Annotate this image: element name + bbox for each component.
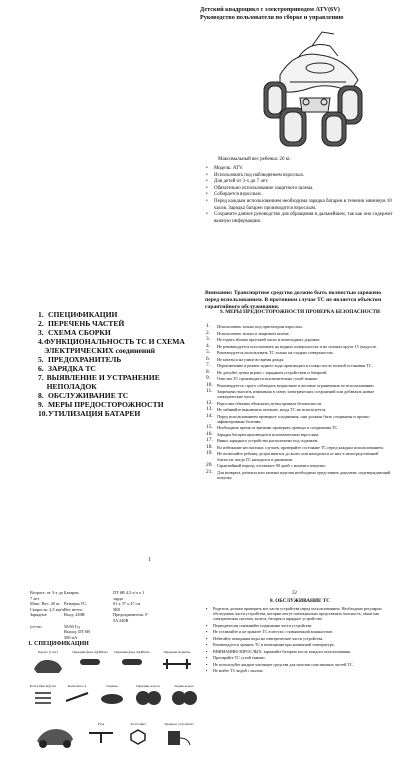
part-label: Руль	[97, 722, 105, 726]
spec-row	[30, 590, 200, 601]
safety-number: 16.	[206, 430, 213, 437]
safety-item	[206, 414, 396, 424]
part-headlight	[72, 651, 108, 671]
document-title	[200, 6, 395, 21]
specifications-table	[30, 590, 200, 640]
spec-cell: Размеры ТС:	[64, 601, 88, 607]
nut-icon	[126, 727, 150, 745]
safety-number: 14.	[206, 412, 213, 419]
safety-item	[206, 350, 396, 355]
toc-number: 7.	[38, 373, 44, 382]
spec-cell: 50/60 Гц	[64, 623, 80, 629]
maintenance-heading: 8. ОБСЛУЖИВАНИЕ ТС	[270, 598, 330, 604]
part-label: Передняя фара 4(4)Ветка	[72, 650, 108, 654]
spec-cell: Вес нетто:	[64, 606, 84, 612]
atv-illustration	[250, 20, 370, 150]
toc-item[interactable]	[38, 328, 198, 337]
toc-label: ОБСЛУЖИВАНИЕ ТС	[48, 391, 129, 400]
toc-number: 6.	[38, 364, 44, 373]
toc-item[interactable]	[38, 391, 198, 400]
safety-item	[206, 407, 396, 412]
safety-item	[206, 451, 396, 461]
part-rear-wheels	[168, 685, 200, 709]
toc-label: СХЕМА СБОРКИ	[48, 328, 111, 337]
part-bolt-nut	[122, 723, 154, 747]
part-handlebar	[84, 723, 118, 747]
spec-cell: Зарядное	[30, 612, 47, 618]
spec-row	[30, 635, 200, 641]
toc-number: 5.	[38, 355, 44, 364]
safety-item	[206, 470, 396, 480]
part-axle	[62, 685, 92, 707]
handlebar-icon	[86, 727, 116, 745]
seat-icon	[98, 689, 126, 707]
toc-label: СПЕЦИФИКАЦИИ	[48, 310, 118, 319]
maintenance-item: ▪ Не используйте жидкие чистящие средства для очистки пластиковых частей ТС.	[205, 662, 395, 667]
part-label: Колёсная ось	[67, 684, 87, 688]
charge-warning: Внимание: Транспортное средство должно быть полностью заряжено перед использованием. В противном случае ТС не является объектом гарантийного обслуживания.	[205, 290, 382, 310]
safety-item	[206, 337, 396, 342]
safety-text: Переключение в режим заднего хода производится только после полной остановки ТС.	[217, 363, 373, 368]
safety-text: Не забывайте выключить питание, когда ТС не используется.	[217, 407, 327, 413]
safety-item	[206, 370, 396, 375]
safety-list	[206, 324, 396, 481]
safety-text: Очистка ТС производится исключительно сухой тканью.	[217, 376, 319, 381]
safety-number: 17.	[206, 437, 213, 444]
spec-cell	[30, 635, 64, 641]
toc-number: 4.	[38, 337, 44, 346]
toc-item[interactable]	[38, 319, 198, 328]
safety-item	[206, 363, 396, 368]
part-bolts	[28, 685, 58, 709]
chassis-icon	[33, 723, 77, 749]
spec-row	[30, 612, 200, 623]
safety-item	[206, 438, 396, 443]
safety-number: 18.	[206, 443, 213, 450]
safety-text: Зарядка батареи производится исключительно взрослым.	[217, 431, 320, 437]
safety-number: 10.	[206, 381, 213, 388]
toc-label: ПЕРЕЧЕНЬ ЧАСТЕЙ	[48, 319, 125, 328]
axle-icon	[64, 689, 90, 705]
usage-note: • Обязательно использование защитного шлема.	[205, 186, 395, 193]
safety-number: 21.	[206, 468, 213, 475]
spec-cell: Выход: DT 6В	[64, 629, 90, 635]
safety-number: 15.	[206, 424, 213, 431]
part-label: Передние колеса	[136, 684, 160, 688]
spec-cell	[113, 635, 149, 641]
safety-number: 5.	[206, 349, 211, 355]
part-label: Передняя подвеска	[163, 650, 191, 654]
part-label: Корпус (1 шт.)	[37, 650, 59, 654]
safety-text: Рекомендуется строго соблюдать возрастные и весовые ограничения по использованию.	[217, 382, 375, 388]
maintenance-item: ▪ Не оставляйте и не храните ТС в местах с повышенной влажностью.	[205, 629, 395, 634]
spec-cell: 61 x 37 x 47 см	[113, 601, 141, 607]
spec-cell: уст-во	[30, 623, 42, 629]
safety-item	[206, 324, 396, 329]
usage-note: • Перед каждым использованием необходима зарядка батареи в течении минимум 10 часов. Зарядка батареи производится взрослым.	[205, 199, 395, 212]
spec-cell: DT 6В 4,5 ч/ч x 1 зарда	[113, 590, 145, 601]
toc-number: 2.	[38, 319, 44, 328]
max-weight-note: Максимальный вес ребенка: 20 кг.	[218, 157, 291, 162]
part-label: Сиденье	[106, 684, 118, 688]
usage-note: • Сохраните данное руководство для обращения в дальнейшем, так как оно содержит важную информацию.	[205, 212, 395, 225]
part-label: Задние колеса	[174, 684, 194, 688]
safety-number: 11.	[206, 388, 213, 394]
safety-number: 6.	[206, 355, 211, 362]
safety-text: Гарантийный период составляет 90 дней с момента покупки.	[217, 463, 326, 469]
spec-cell: Возраст: от 3-х до 7 лет	[30, 590, 64, 601]
spec-cell: Предохранитель: F 5A 240В	[113, 612, 148, 623]
part-headlight-2	[114, 651, 150, 671]
part-label: Болт/гайка 4(4) шт	[29, 684, 57, 688]
safety-number: 3.	[206, 336, 211, 342]
safety-text: Использовать только под присмотром взрослых.	[217, 324, 304, 329]
safety-number: 9.	[206, 375, 211, 381]
safety-number: 1.	[206, 323, 211, 329]
maintenance-item: ▪ Рекомендуется хранить ТС в помещении при комнатной температуре.	[205, 642, 395, 647]
part-charger	[158, 723, 200, 751]
safety-text: Не позволяйте ребенку дотрагиваться до колес или находиться от них в непосредственной близости, когда ТС находится в движении.	[217, 451, 379, 462]
part-chassis	[30, 723, 80, 751]
toc-label: ПРЕДОХРАНИТЕЛЬ	[48, 355, 122, 364]
usage-note: • Для детей от 3-х до 7 лет.	[205, 179, 395, 186]
title-line-2: Руководство пользователя по сборке и управлению	[200, 13, 344, 21]
safety-number: 19.	[206, 450, 213, 457]
spec-cell: Макс. Вес: 20 кг	[30, 601, 61, 607]
safety-item	[206, 376, 396, 381]
maintenance-item: ▪ Протирайте ТС сухой тканью.	[205, 655, 395, 660]
safety-item	[206, 463, 396, 468]
safety-item	[206, 401, 396, 406]
toc-item[interactable]	[38, 373, 188, 391]
bolt-icon	[31, 689, 55, 707]
safety-item	[206, 344, 396, 349]
part-front-suspension	[156, 651, 198, 675]
maintenance-item: ▪ Избегайте попадания воды на электрические части устройства.	[205, 636, 395, 641]
safety-item	[206, 331, 396, 336]
safety-text: Не ездить вблизи проезжей части и пешеходных дорожек.	[217, 337, 321, 342]
spec-cell: Скорость: 2,5 км/ч	[30, 606, 64, 612]
specifications-heading: 1. СПЕЦИФИКАЦИИ	[28, 641, 89, 647]
title-line-1: Детский квадроцикл с электроприводом ATV(6V)	[200, 6, 340, 13]
safety-number: 7.	[206, 362, 211, 368]
page-number-32: 32	[292, 591, 297, 596]
safety-text: Запрещено вносить изменения в схему электрических соединений или добавлять новые электрические части.	[217, 389, 375, 400]
table-of-contents	[38, 310, 198, 418]
maintenance-item: ▪ Родитель должен проверить все части устройства перед использованием. Необходимо регулярно обследовать части устройства, которые могут потенциально представлять опасность, такие как электрическая система, колеса, батарея и зарядное устройство.	[205, 606, 395, 621]
safety-text: Не кататься на улице во время дождя.	[217, 356, 285, 362]
part-label: Зарядное устройство	[164, 722, 194, 726]
usage-note: • Модель: ATV.	[205, 166, 395, 173]
toc-number: 3.	[38, 328, 44, 337]
safety-text: Взрослые обязаны объяснить детям правила безопасности.	[217, 400, 323, 406]
parts-list	[28, 651, 200, 761]
safety-item	[206, 357, 396, 362]
suspension-icon	[159, 655, 195, 673]
spec-cell	[149, 635, 197, 641]
safety-number: 12.	[206, 399, 213, 406]
toc-label: МЕРЫ ПРЕДОСТОРОЖНОСТИ	[48, 400, 164, 409]
page-number: 1	[148, 557, 151, 563]
safety-item	[206, 425, 396, 430]
safety-text: Рекомендуется использовать ТС только на гладких поверхностях.	[217, 350, 334, 355]
toc-number: 8.	[38, 391, 44, 400]
safety-number: 4.	[206, 342, 211, 349]
toc-number: 1.	[38, 310, 44, 319]
toc-number: 9.	[38, 400, 44, 409]
part-body	[28, 651, 68, 679]
toc-item[interactable]	[38, 355, 198, 364]
safety-number: 20.	[206, 462, 213, 469]
wheel-icon	[170, 689, 198, 707]
part-front-wheels	[132, 685, 164, 709]
toc-label: ВЫЯВЛЕНИЕ И УСТРАНЕНИЕ НЕПОЛАДОК	[46, 373, 160, 391]
part-label: Болт/гайка	[130, 722, 146, 726]
safety-text: Для возврата, ремонта или замены изделия необходимо представить документ, подтверждающий покупку.	[217, 469, 391, 480]
safety-item	[206, 383, 396, 388]
safety-text: Во избежание несчастных случаев, проверяйте состояние ТС перед каждым использованием.	[217, 444, 384, 450]
safety-number: 13.	[206, 406, 213, 413]
spec-cell: Вход: 240В	[64, 612, 85, 618]
safety-number: 2.	[206, 329, 211, 336]
toc-item[interactable]	[38, 409, 198, 418]
safety-item	[206, 432, 396, 437]
toc-label: УТИЛИЗАЦИЯ БАТАРЕИ	[48, 409, 141, 418]
headlight-icon	[76, 655, 104, 669]
safety-text: Не допуйте детям играть с зарядным устройством и батареей.	[217, 369, 328, 375]
usage-notes-list	[205, 166, 395, 225]
safety-item	[206, 445, 396, 450]
safety-text: Использовать только в защитном шлеме.	[217, 330, 290, 336]
spec-cell	[149, 612, 197, 623]
charger-icon	[164, 727, 194, 749]
toc-number: 10.	[38, 409, 48, 418]
safety-text: Необходимо время от времени проверять провода и соединения ТС.	[217, 425, 339, 431]
safety-text: Перед использованием проверьте соединения, они должны быть соединены и прочно зафиксированы болтами.	[217, 413, 370, 424]
maintenance-item: ▪ Периодически смазывайте подвижные части устройства.	[205, 623, 395, 628]
spec-cell	[149, 590, 197, 601]
safety-text: Не рекомендуется использовать на водных поверхностях и на склонах круче 15 градусов.	[217, 343, 377, 349]
spec-cell: 5К0	[113, 606, 121, 612]
usage-note: • Использовать под наблюдением взрослых.	[205, 173, 395, 180]
safety-text: Виньл зарядного устройства расположено под сиденьем.	[217, 438, 319, 444]
usage-note: • Собирается взрослым.	[205, 192, 395, 199]
safety-heading: 9. МЕРЫ ПРЕДОСТОРОЖНОСТИ ПРОВЕРКА БЕЗОПАСНОСТИ	[220, 309, 380, 315]
part-seat	[96, 685, 128, 709]
toc-item[interactable]	[38, 364, 198, 373]
maintenance-list	[205, 606, 395, 675]
maintenance-item: ▪ Не мойте ТС водой с мылом.	[205, 668, 395, 673]
toc-item[interactable]	[38, 310, 198, 319]
spec-cell: Батарея:	[64, 590, 80, 595]
spec-cell: 500 мА	[64, 634, 78, 640]
atv-body-icon	[31, 655, 65, 677]
safety-number: 8.	[206, 368, 211, 375]
toc-item[interactable]	[38, 400, 198, 409]
maintenance-item: ▪ ВНИМАНИЮ ВЗРОСЛЫХ: заряжайте батарею после каждого использования.	[205, 649, 395, 654]
safety-item	[206, 389, 396, 399]
toc-item[interactable]	[38, 337, 198, 355]
part-label: Передняя фара 4(4)Ветка	[114, 650, 150, 654]
toc-label: ЗАРЯДКА ТС	[48, 364, 96, 373]
toc-label: ФУНКЦИОНАЛЬНОСТЬ ТС И СХЕМА ЭЛЕКТРИЧЕСКИХ соединений	[44, 337, 185, 355]
headlight-icon	[118, 655, 146, 669]
wheel-icon	[134, 689, 162, 707]
